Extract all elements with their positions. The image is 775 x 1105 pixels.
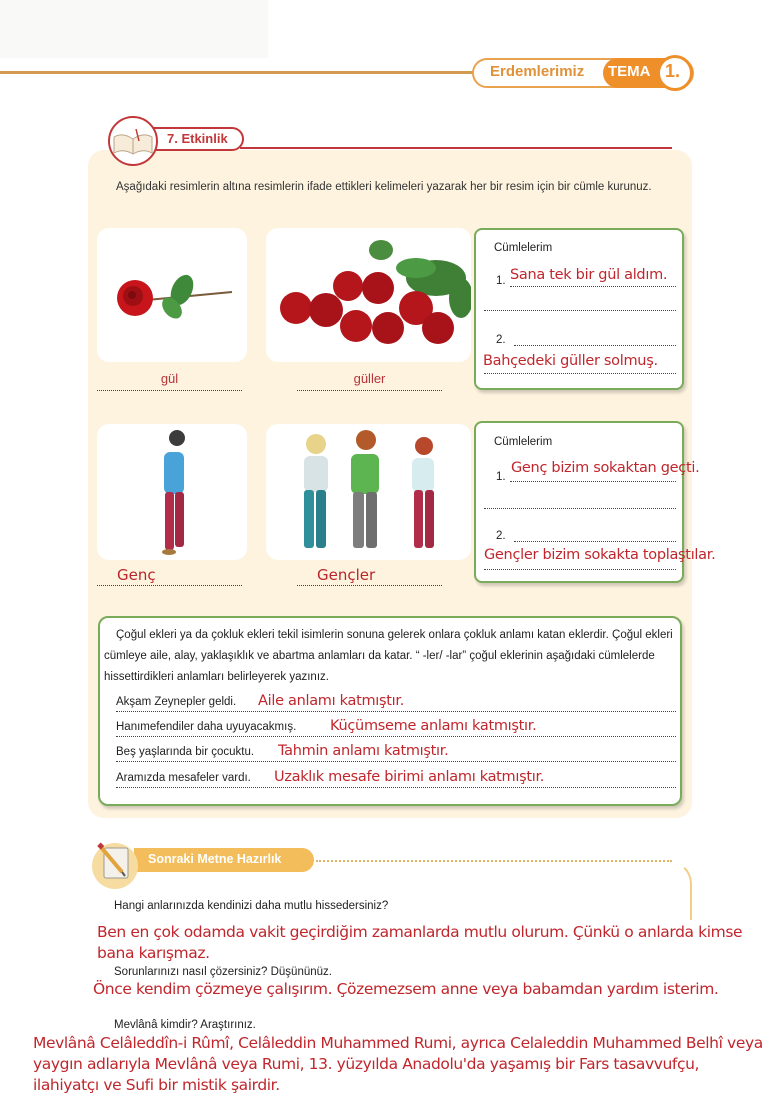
handwritten-sentence: Gençler bizim sokakta toplaştılar. (484, 547, 716, 563)
word-answer-line[interactable] (297, 566, 442, 586)
sentence-line[interactable] (510, 286, 676, 287)
sentence-number: 1. (496, 471, 506, 483)
sentence-line[interactable] (514, 345, 676, 346)
plural-explanation: Çoğul ekleri ya da çokluk ekleri tekil isimlerin sonuna gelerek onlara çokluk anlamı katan eklerdir. Çoğul ekleri cümleye aile, alay, yaklaşıklık ve abartma anlamları da katar. “ -ler/ -lar” çoğul eklerinin aşağıdaki cümlelerde hissettirdikleri anlamları belirleyerek yazınız. (104, 629, 673, 683)
plural-sentence: Hanımefendiler daha uyuyacakmış. (116, 721, 297, 733)
handwritten-sentence: Genç bizim sokaktan geçti. (511, 460, 700, 476)
young-boy-image (97, 424, 247, 560)
top-shade (0, 0, 268, 58)
plural-answer-row[interactable] (116, 740, 676, 762)
sentence-line[interactable] (510, 481, 676, 482)
plural-sentence: Beş yaşlarında bir çocuktu. (116, 746, 255, 758)
tema-label: TEMA (608, 63, 651, 80)
handwritten-sentence: Bahçedeki güller solmuş. (483, 353, 658, 369)
prep-dotted-rule (316, 860, 672, 862)
prep-question: Mevlânâ kimdir? Araştırınız. (114, 1019, 256, 1031)
plural-sentence: Aramızda mesafeler vardı. (116, 772, 251, 784)
sentence-line[interactable] (484, 569, 676, 570)
prep-title: Sonraki Metne Hazırlık (148, 852, 282, 866)
plural-sentence: Akşam Zeynepler geldi. (116, 696, 237, 708)
activity-title: 7. Etkinlik (167, 131, 228, 146)
rose-bouquet-image (266, 228, 471, 362)
prep-question: Sorunlarınızı nasıl çözersiniz? Düşününüz. (114, 966, 332, 978)
sentence-line[interactable] (514, 541, 676, 542)
prep-answer: Önce kendim çözmeye çalışırım. Çözemezsem anne veya babamdan yardım isterim. (93, 980, 719, 998)
word-answer-line[interactable] (297, 371, 442, 391)
sentence-line[interactable] (484, 508, 676, 509)
group-of-youths-image (266, 424, 471, 560)
prep-question: Hangi anlarınızda kendinizi daha mutlu hissedersiniz? (114, 900, 389, 912)
tema-number: 1. (665, 61, 681, 81)
theme-name: Erdemlerimiz (490, 63, 585, 80)
prep-answer: Mevlânâ Celâleddîn-i Rûmî, Celâleddin Muhammed Rumi, ayrıca Celaleddin Muhammed Belhî veya yaygın adlarıyla Mevlânâ veya Rumi, 13. yüzyılda Anadolu'da yaşamış bir Fars tasavvufçu, ilahiyatçı ve Sufi bir mistik şairdir. (33, 1034, 763, 1094)
word-answer: Gençler (317, 566, 376, 584)
sentence-line[interactable] (484, 373, 676, 374)
rose-icon (97, 228, 247, 362)
plural-answer: Aile anlamı katmıştır. (258, 693, 405, 709)
activity-title-rule (240, 147, 672, 149)
sentence-line[interactable] (484, 310, 676, 311)
word-answer: Genç (117, 566, 156, 584)
plural-answer: Tahmin anlamı katmıştır. (278, 743, 449, 759)
header-rule (0, 71, 478, 74)
plural-answer: Uzaklık mesafe birimi anlamı katmıştır. (274, 769, 545, 785)
prep-answer: Ben en çok odamda vakit geçirdiğim zamanlarda mutlu olurum. Çünkü o anlarda kimse bana karışmaz. (97, 923, 743, 962)
word-answer-line[interactable] (97, 371, 242, 391)
sentence-number: 1. (496, 275, 506, 287)
plural-answer-row[interactable] (116, 715, 676, 737)
word-answer: güller (353, 371, 386, 386)
roses-bouquet-icon (266, 228, 471, 362)
plural-answer: Küçümseme anlamı katmıştır. (330, 718, 537, 734)
sentence-number: 2. (496, 530, 506, 542)
word-answer: gül (160, 371, 179, 386)
youths-icon (266, 424, 471, 560)
plural-answer-row[interactable] (116, 690, 676, 712)
open-book-icon (112, 127, 154, 157)
boy-icon (97, 424, 247, 560)
notebook-pencil-icon (96, 842, 136, 886)
plural-answer-row[interactable] (116, 766, 676, 788)
activity-instructions: Aşağıdaki resimlerin altına resimlerin ifade ettikleri kelimeleri yazarak her bir resim için bir cümle kurunuz. (116, 181, 652, 193)
word-answer-line[interactable] (97, 566, 242, 586)
sentence-number: 2. (496, 334, 506, 346)
handwritten-sentence: Sana tek bir gül aldım. (510, 267, 668, 283)
sentences-title: Cümlelerim (494, 242, 553, 254)
single-rose-image (97, 228, 247, 362)
sentences-title: Cümlelerim (494, 436, 553, 448)
